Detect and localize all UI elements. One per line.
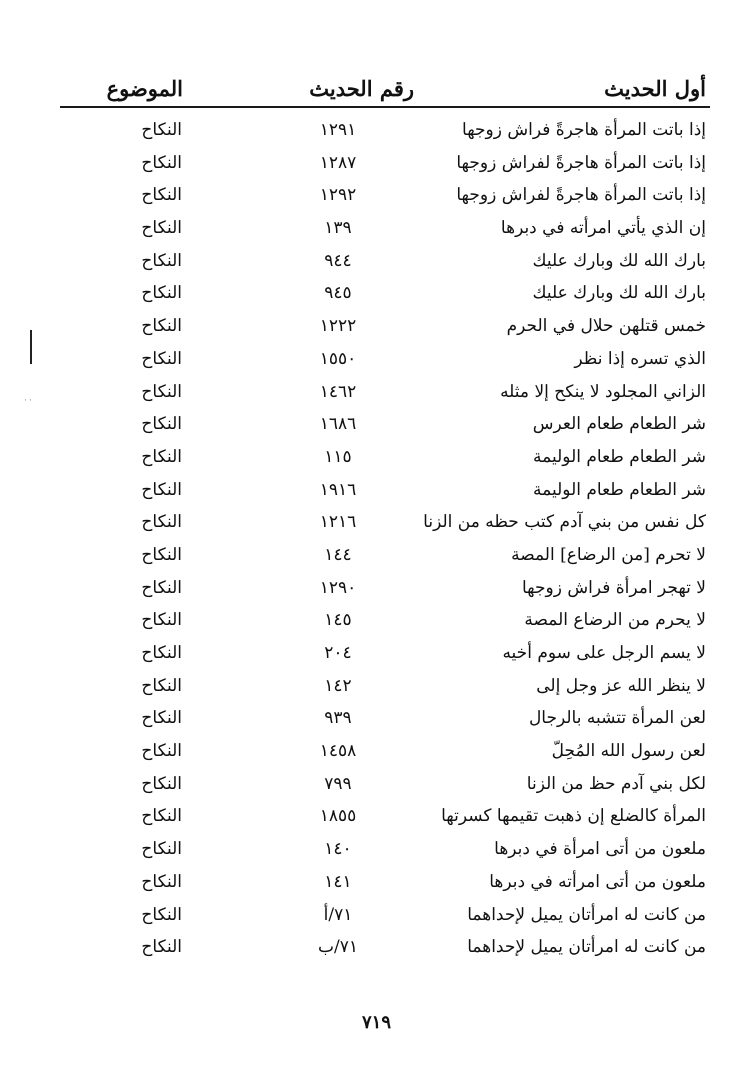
table-row [60,277,710,310]
hadith-number: ١٢١٦ [319,512,357,533]
table-row [60,310,710,343]
hadith-topic: النكاح [141,577,182,598]
table-row [60,179,710,212]
table-row [60,474,710,507]
hadith-number: ١٤٠ [324,839,352,860]
hadith-number: ١٢٩٢ [319,185,357,206]
hadith-topic: النكاح [141,871,182,892]
table-row [60,768,710,801]
hadith-topic: النكاح [141,283,182,304]
hadith-topic: النكاح [141,904,182,925]
table-row [60,408,710,441]
hadith-number: ١٤٥٨ [319,741,357,762]
hadith-topic: النكاح [141,414,182,435]
hadith-first-words: ملعون من أتى امرأة في دبرها [494,839,706,860]
page-number: ٧١٩ [361,1012,391,1033]
hadith-first-words: شر الطعام طعام الوليمة [533,446,706,467]
table-row [60,637,710,670]
table-row [60,114,710,147]
table-row [60,506,710,539]
margin-mark [30,330,32,364]
hadith-first-words: خمس قتلهن حلال في الحرم [506,316,706,337]
hadith-first-words: إذا باتت المرأة هاجرةً لفراش زوجها [456,185,706,206]
hadith-first-words: كل نفس من بني آدم كتب حظه من الزنا [423,512,706,533]
hadith-number: ١٢٩١ [319,120,357,140]
hadith-first-words: الزاني المجلود لا ينكح إلا مثله [500,381,706,402]
table-row [60,245,710,278]
hadith-topic: النكاح [141,120,182,140]
margin-specks: ·· [24,396,34,406]
hadith-first-words: الذي تسره إذا نظر [574,348,706,369]
hadith-topic: النكاح [141,643,182,663]
hadith-first-words: من كانت له امرأتان يميل لإحداهما [467,904,706,925]
table-row [60,931,710,964]
hadith-number: ١٢٩٠ [319,577,357,598]
table-row [60,441,710,474]
hadith-first-words: لا تهجر امرأة فراش زوجها [522,577,706,598]
hadith-first-words: شر الطعام طعام العرس [532,414,706,435]
hadith-topic: النكاح [141,218,182,239]
hadith-first-words: إذا باتت المرأة هاجرةً لفراش زوجها [456,152,706,173]
table-row [60,376,710,409]
hadith-topic: النكاح [141,152,182,173]
table-row [60,833,710,866]
hadith-number: ١٨٥٥ [319,806,357,827]
table-row [60,702,710,735]
hadith-first-words: لا ينظر الله عز وجل إلى [536,675,706,696]
hadith-number: ١٢٨٧ [319,152,357,173]
hadith-number: ١٥٥٠ [319,348,357,369]
hadith-number: ١٣٩ [324,218,352,239]
hadith-first-words: إذا باتت المرأة هاجرةً فراش زوجها [462,120,706,140]
hadith-first-words: لا تحرم [من الرضاع] المصة [511,544,706,565]
header-divider [60,106,710,108]
hadith-number: ١٩١٦ [319,479,357,500]
hadith-topic: النكاح [141,316,182,337]
hadith-number: ١٤٢ [324,675,352,696]
header-topic: الموضوع [106,76,183,101]
hadith-first-words: بارك الله لك وبارك عليك [532,250,706,271]
hadith-topic: النكاح [141,185,182,206]
hadith-number: ٧٩٩ [324,773,352,794]
table-row [60,800,710,833]
hadith-number: ١١٥ [324,446,352,467]
hadith-number: ١٤٥ [324,610,352,631]
hadith-topic: النكاح [141,512,182,533]
table-row [60,147,710,180]
hadith-topic: النكاح [141,741,182,762]
table-row [60,539,710,572]
table-row [60,866,710,899]
table-row [60,572,710,605]
hadith-first-words: شر الطعام طعام الوليمة [533,479,706,500]
hadith-number: ٢٠٤ [324,643,352,663]
hadith-number: ١٤٤ [324,544,352,565]
hadith-number: ١٦٨٦ [319,414,357,435]
hadith-number: ٩٣٩ [324,708,352,729]
hadith-topic: النكاح [141,446,182,467]
hadith-topic: النكاح [141,610,182,631]
hadith-first-words: لعن المرأة تتشبه بالرجال [528,708,706,729]
header-first-words: أول الحديث [604,76,706,101]
hadith-topic: النكاح [141,839,182,860]
hadith-first-words: بارك الله لك وبارك عليك [532,283,706,304]
table-row [60,899,710,932]
hadith-topic: النكاح [141,250,182,271]
hadith-first-words: إن الذي يأتي امرأته في دبرها [500,218,706,239]
hadith-number: ١٤١ [324,871,352,892]
hadith-first-words: المرأة كالضلع إن ذهبت تقيمها كسرتها [441,806,706,827]
hadith-topic: النكاح [141,479,182,500]
hadith-first-words: من كانت له امرأتان يميل لإحداهما [467,937,706,958]
hadith-number: ١٤٦٢ [319,381,357,402]
index-table-body [60,114,710,964]
hadith-number: ٧١/أ [323,904,353,925]
table-row [60,670,710,703]
hadith-topic: النكاح [141,708,182,729]
hadith-topic: النكاح [141,773,182,794]
table-row [60,212,710,245]
hadith-number: ١٢٢٢ [319,316,357,337]
table-row [60,735,710,768]
hadith-first-words: لكل بني آدم حظ من الزنا [526,773,706,794]
hadith-topic: النكاح [141,937,182,958]
hadith-first-words: ملعون من أتى امرأته في دبرها [489,871,706,892]
header-hadith-number: رقم الحديث [309,76,414,101]
hadith-first-words: لا يسم الرجل على سوم أخيه [502,643,706,663]
table-row [60,343,710,376]
hadith-first-words: لا يحرم من الرضاع المصة [524,610,706,631]
table-header [60,72,710,106]
hadith-first-words: لعن رسول الله المُحِلّ [551,741,706,762]
hadith-topic: النكاح [141,381,182,402]
hadith-topic: النكاح [141,544,182,565]
table-row [60,604,710,637]
hadith-topic: النكاح [141,675,182,696]
hadith-topic: النكاح [141,348,182,369]
hadith-number: ٧١/ب [318,937,358,958]
hadith-topic: النكاح [141,806,182,827]
hadith-number: ٩٤٤ [324,250,352,271]
hadith-number: ٩٤٥ [324,283,352,304]
